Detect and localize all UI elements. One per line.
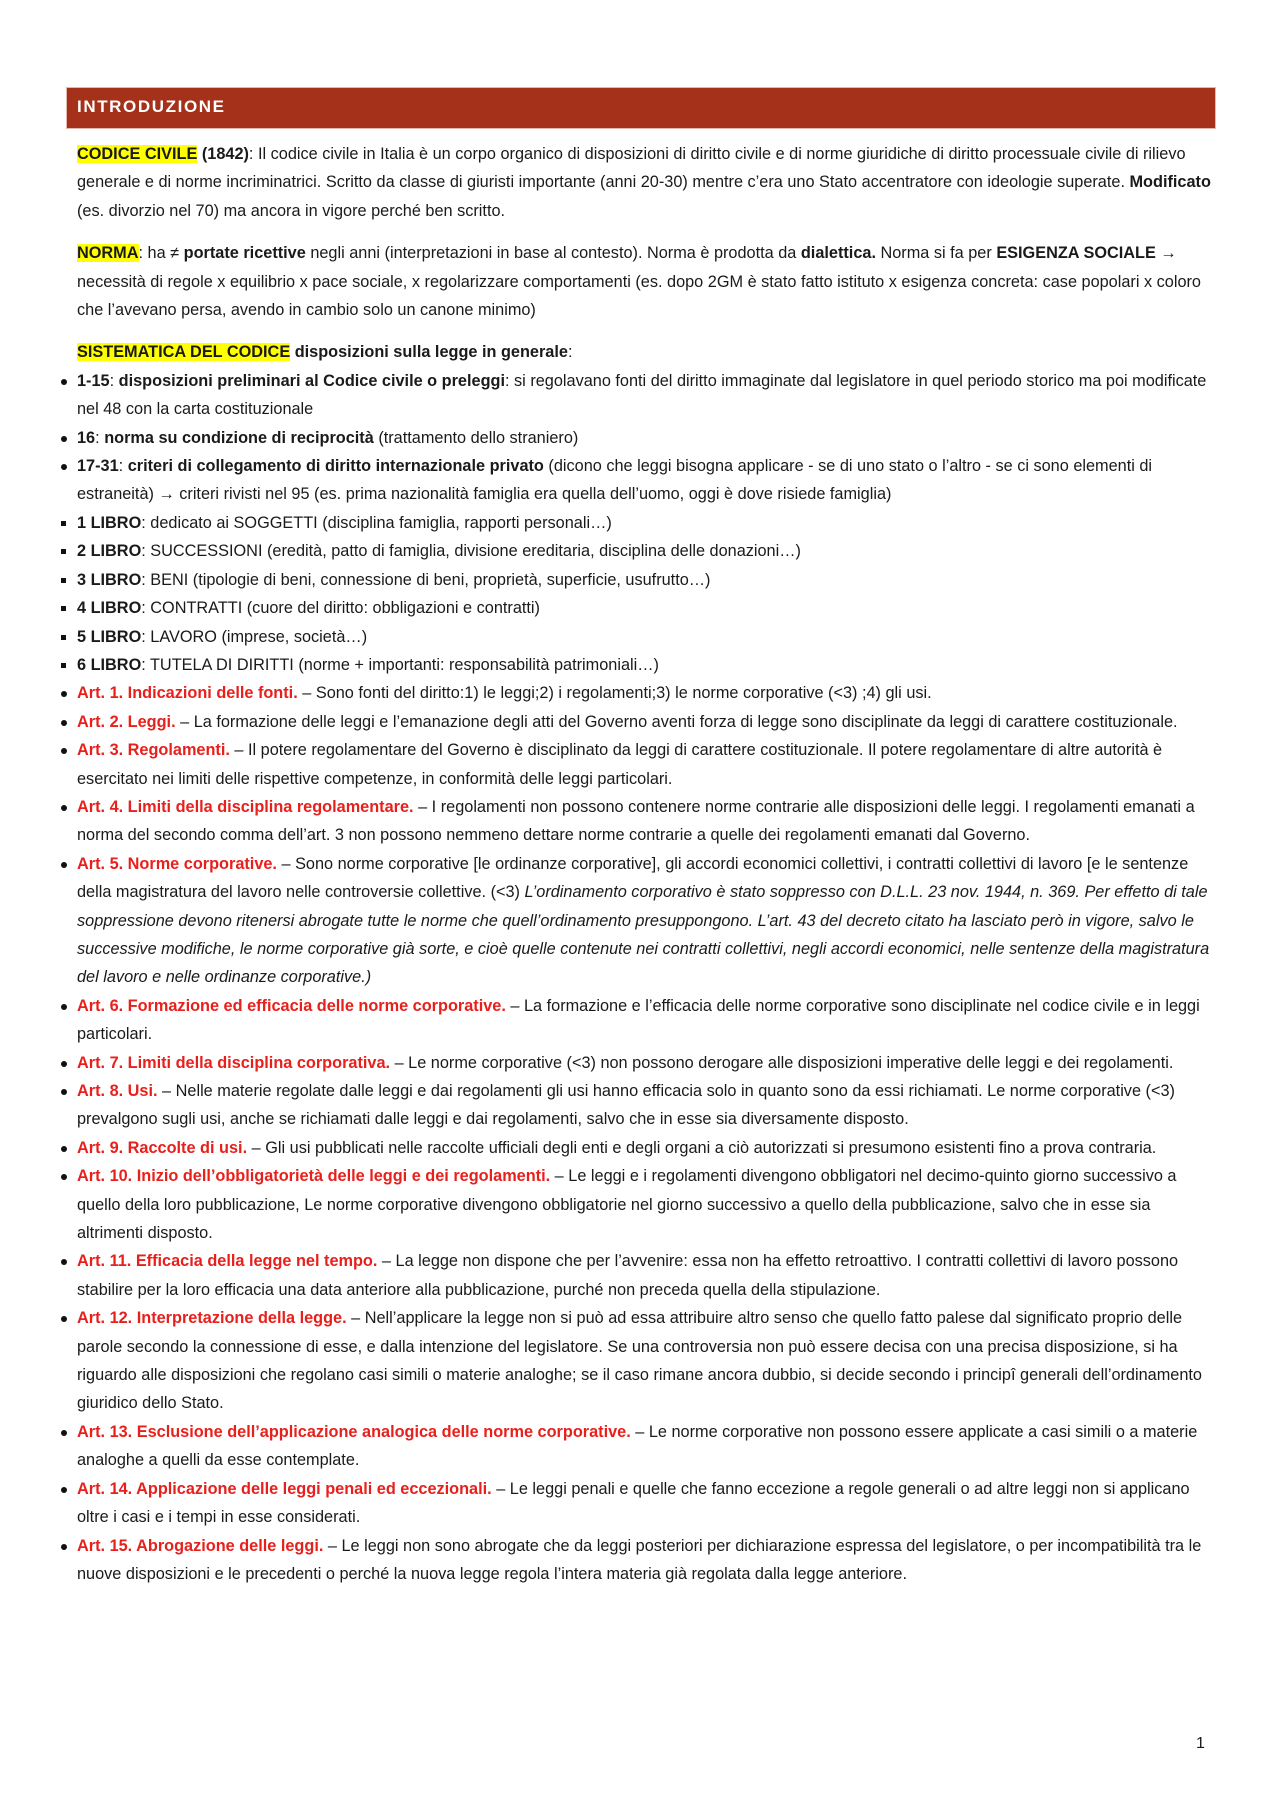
libro-number: 3 LIBRO [77, 570, 142, 589]
article-item [77, 1247, 1212, 1304]
libro-text: : BENI (tipologie di beni, connessione di beni, proprietà, superficie, usufrutto…) [141, 570, 711, 589]
article-title: Art. 3. Regolamenti. [77, 741, 230, 760]
article-title: Art. 12. Interpretazione della legge. [77, 1309, 347, 1328]
sistematica-item: 17-31: criteri di collegamento di diritto internazionale privato (dicono che leggi bisogna applicare - se di uno stato o l’altro - se ci sono elementi di estraneità) → criteri rivisti nel 95 (es. prima nazionalità famiglia era quella dell’uomo, oggi è dove risiede famiglia) [77, 452, 1212, 509]
highlight-sistematica: SISTEMATICA DEL CODICE [77, 343, 291, 362]
article-item [77, 1475, 1212, 1532]
article-item [77, 1077, 1212, 1134]
article-text: – La formazione e l’efficacia delle norme corporative sono disciplinate nel codice civile e in leggi particolari. [77, 996, 1200, 1044]
article-title: Art. 6. Formazione ed efficacia delle norme corporative. [77, 996, 506, 1015]
item-number: 16 [77, 428, 96, 447]
article-title: Art. 13. Esclusione dell’applicazione analogica delle norme corporative. [77, 1422, 631, 1441]
libro-item [77, 509, 1212, 537]
article-title: Art. 14. Applicazione delle leggi penali ed eccezionali. [77, 1479, 492, 1498]
article-title: Art. 10. Inizio dell’obbligatorietà delle leggi e dei regolamenti. [77, 1167, 551, 1186]
item-title: disposizioni preliminari al Codice civile o preleggi [118, 371, 505, 390]
libro-text: : SUCCESSIONI (eredità, patto di famiglia, divisione ereditaria, disciplina delle donazioni…) [141, 542, 801, 561]
article-item [77, 679, 1212, 707]
article-title: Art. 4. Limiti della disciplina regolamentare. [77, 797, 414, 816]
article-note: L’ordinamento corporativo è stato soppresso con D.L.L. 23 nov. 1944, n. 369. Per effetto di tale soppressione devono ritenersi abrogate tutte le norme che quell’ordinamento presuppongono. L’art. 43 del decreto citato ha lasciato però in vigore, salvo le successive modifiche, le norme corporative già sorte, e cioè quelle contenute nei contratti collettivi, negli accordi economici, nelle sentenze della magistratura del lavoro e nelle ordinanze corporative.) [77, 883, 1210, 987]
article-text: – Le norme corporative (<3) non possono derogare alle disposizioni imperative delle leggi e dei regolamenti. [390, 1053, 1174, 1072]
article-item [77, 1134, 1212, 1162]
article-text: – Nell’applicare la legge non si può ad essa attribuire altro senso che quello fatto palese dal significato proprio delle parole secondo la connessione di esse, e dalla intenzione del legislatore. Se una controversia non può essere decisa con una precisa disposizione, si ha riguardo alle disposizioni che regolano casi simili o materie analoghe; se il caso rimane ancora dubbio, si decide secondo i principî generali dell’ordinamento giuridico dello Stato. [77, 1309, 1202, 1413]
article-text: – La legge non dispone che per l’avvenire: essa non ha effetto retroattivo. I contratti collettivi di lavoro possono stabilire per la loro efficacia una data anteriore alla pubblicazione, purché non preceda quella della stipulazione. [77, 1252, 1179, 1299]
libro-item [77, 594, 1212, 622]
libro-number: 4 LIBRO [77, 599, 142, 618]
page-number: 1 [1196, 1735, 1205, 1752]
highlight-codice-civile: CODICE CIVILE [77, 145, 198, 163]
article-title: Art. 8. Usi. [77, 1082, 158, 1100]
libro-number: 5 LIBRO [77, 627, 142, 646]
article-text: – Gli usi pubblicati nelle raccolte ufficiali degli enti e degli organi a ciò autorizzati si presumono esistenti fino a prova contraria. [247, 1138, 1157, 1157]
item-title: norma su condizione di reciprocità [104, 428, 374, 447]
section-title: INTRODUZIONE [77, 97, 226, 116]
article-item [77, 850, 1212, 992]
article-text: – Il potere regolamentare del Governo è disciplinato da leggi di carattere costituzionale. Il potere regolamentare di altre autorità è esercitato nei limiti delle rispettive competenze, in conformità delle leggi particolari. [77, 741, 1163, 788]
article-title: Art. 15. Abrogazione delle leggi. [77, 1536, 324, 1555]
article-title: Art. 7. Limiti della disciplina corporativa. [77, 1053, 391, 1072]
document-body [77, 140, 1212, 1588]
item-title: criteri di collegamento di diritto internazionale privato [127, 457, 544, 476]
article-text: – Le leggi e i regolamenti divengono obbligatori nel decimo-quinto giorno successivo a quello della loro pubblicazione, Le norme corporative divengono obbligatorie nel giorno successivo a quello della pubblicazione, salvo che in esse sia altrimenti disposto. [77, 1167, 1177, 1243]
article-text: – Sono fonti del diritto:1) le leggi;2) i regolamenti;3) le norme corporative (<3) ;4) gli usi. [297, 684, 932, 703]
article-item [77, 992, 1212, 1049]
article-text: – La formazione delle leggi e l’emanazione degli atti del Governo aventi forza di legge sono disciplinate da leggi di carattere costituzionale. [175, 712, 1178, 731]
highlight-norma: NORMA [77, 244, 139, 263]
article-text: – Le norme corporative non possono essere applicate a casi simili o a materie analoghe a quelli da esse contemplate. [77, 1422, 1198, 1470]
article-item [77, 708, 1212, 736]
article-item [77, 736, 1212, 793]
article-text: – Le leggi penali e quelle che fanno eccezione a regole generali o ad altre leggi non si applicano oltre i casi e i tempi in esse considerati. [77, 1479, 1190, 1527]
sistematica-heading: SISTEMATICA DEL CODICE disposizioni sulla legge in generale: [77, 343, 573, 362]
libro-text: : TUTELA DI DIRITTI (norme + importanti: responsabilità patrimoniali…) [141, 655, 659, 674]
libro-item [77, 566, 1212, 594]
item-text: (trattamento dello straniero) [373, 428, 579, 447]
libro-text: : LAVORO (imprese, società…) [141, 627, 368, 646]
item-text: : si regolavano fonti del diritto immaginate dal legislatore in quel periodo storico ma poi modificate nel 48 con la carta costituzionale [77, 371, 1207, 419]
article-text: – I regolamenti non possono contenere norme contrarie alle disposizioni delle leggi. I regolamenti emanati a norma del secondo comma dell’art. 3 non possono nemmeno dettare norme contrarie a quelle dei regolamenti emanati dal Governo. [77, 797, 1195, 845]
norma-paragraph: NORMA: ha ≠ portate ricettive negli anni (interpretazioni in base al contesto). Norma è prodotta da dialettica. Norma si fa per ESIGENZA SOCIALE → necessità di regole x equilibrio x pace sociale, x regolarizzare comportamenti (es. dopo 2GM è stato fatto istituto x esigenza concreta: case popolari x coloro che l’avevano persa, avendo in cambio solo un canone minimo) [77, 244, 1201, 320]
libro-item [77, 651, 1212, 679]
item-number: 1-15 [77, 371, 110, 390]
article-item [77, 1532, 1212, 1589]
article-title: Art. 5. Norme corporative. [77, 854, 277, 873]
item-text: (dicono che leggi bisogna applicare - se di uno stato o l’altro - se ci sono elementi di estraneità) → criteri rivisti nel 95 (es. prima nazionalità famiglia era quella dell’uomo, oggi è dove risiede famiglia) [77, 457, 1153, 504]
article-title: Art. 2. Leggi. [77, 712, 176, 731]
libro-item [77, 623, 1212, 651]
libro-number: 2 LIBRO [77, 542, 142, 561]
article-title: Art. 9. Raccolte di usi. [77, 1138, 248, 1157]
libri-list [77, 509, 1212, 679]
article-item [77, 1162, 1212, 1247]
sistematica-list [77, 367, 1212, 509]
articles-list [77, 679, 1212, 1588]
article-item [77, 1418, 1212, 1475]
article-text: – Sono norme corporative [le ordinanze corporative], gli accordi economici collettivi, i contratti collettivi di lavoro [e le sentenze della magistratura del lavoro nelle controversie collettive. (<3) [77, 854, 1189, 902]
article-title: Art. 1. Indicazioni delle fonti. [77, 684, 298, 703]
libro-number: 6 LIBRO [77, 655, 142, 674]
article-item [77, 793, 1212, 850]
article-item [77, 1304, 1212, 1418]
item-number: 17-31 [77, 457, 119, 476]
libro-item [77, 537, 1212, 565]
codice-year: (1842) [197, 145, 249, 163]
sistematica-item: 1-15: disposizioni preliminari al Codice civile o preleggi: si regolavano fonti del diritto immaginate dal legislatore in quel periodo storico ma poi modificate nel 48 con la carta costituzionale [77, 367, 1212, 424]
article-text: – Le leggi non sono abrogate che da leggi posteriori per dichiarazione espressa del legislatore, o per incompatibilità tra le nuove disposizioni e le precedenti o perché la nuova legge regola l’intera materia già regolata dalla legge anteriore. [77, 1536, 1202, 1583]
article-item [77, 1049, 1212, 1077]
section-header [66, 87, 1216, 129]
sistematica-item: 16: norma su condizione di reciprocità (trattamento dello straniero) [77, 424, 1212, 452]
libro-text: : dedicato ai SOGGETTI (disciplina famiglia, rapporti personali…) [141, 513, 612, 532]
article-text: – Nelle materie regolate dalle leggi e dai regolamenti gli usi hanno efficacia solo in quanto sono da essi richiamati. Le norme corporative (<3) prevalgono sugli usi, anche se richiamati dalle leggi e dai regolamenti, salvo che in esse sia diversamente disposto. [77, 1082, 1175, 1129]
libro-text: : CONTRATTI (cuore del diritto: obbligazioni e contratti) [141, 599, 540, 618]
article-title: Art. 11. Efficacia della legge nel tempo. [77, 1252, 378, 1271]
libro-number: 1 LIBRO [77, 513, 142, 532]
codice-civile-paragraph: CODICE CIVILE (1842): Il codice civile in Italia è un corpo organico di disposizioni di diritto civile e di norme giuridiche di diritto processuale civile di rilievo generale e di norme incriminatrici. Scritto da classe di giuristi importante (anni 20-30) mentre c’era uno Stato accentratore con ideologie superate. Modificato (es. divorzio nel 70) ma ancora in vigore perché ben scritto. [77, 145, 1211, 220]
